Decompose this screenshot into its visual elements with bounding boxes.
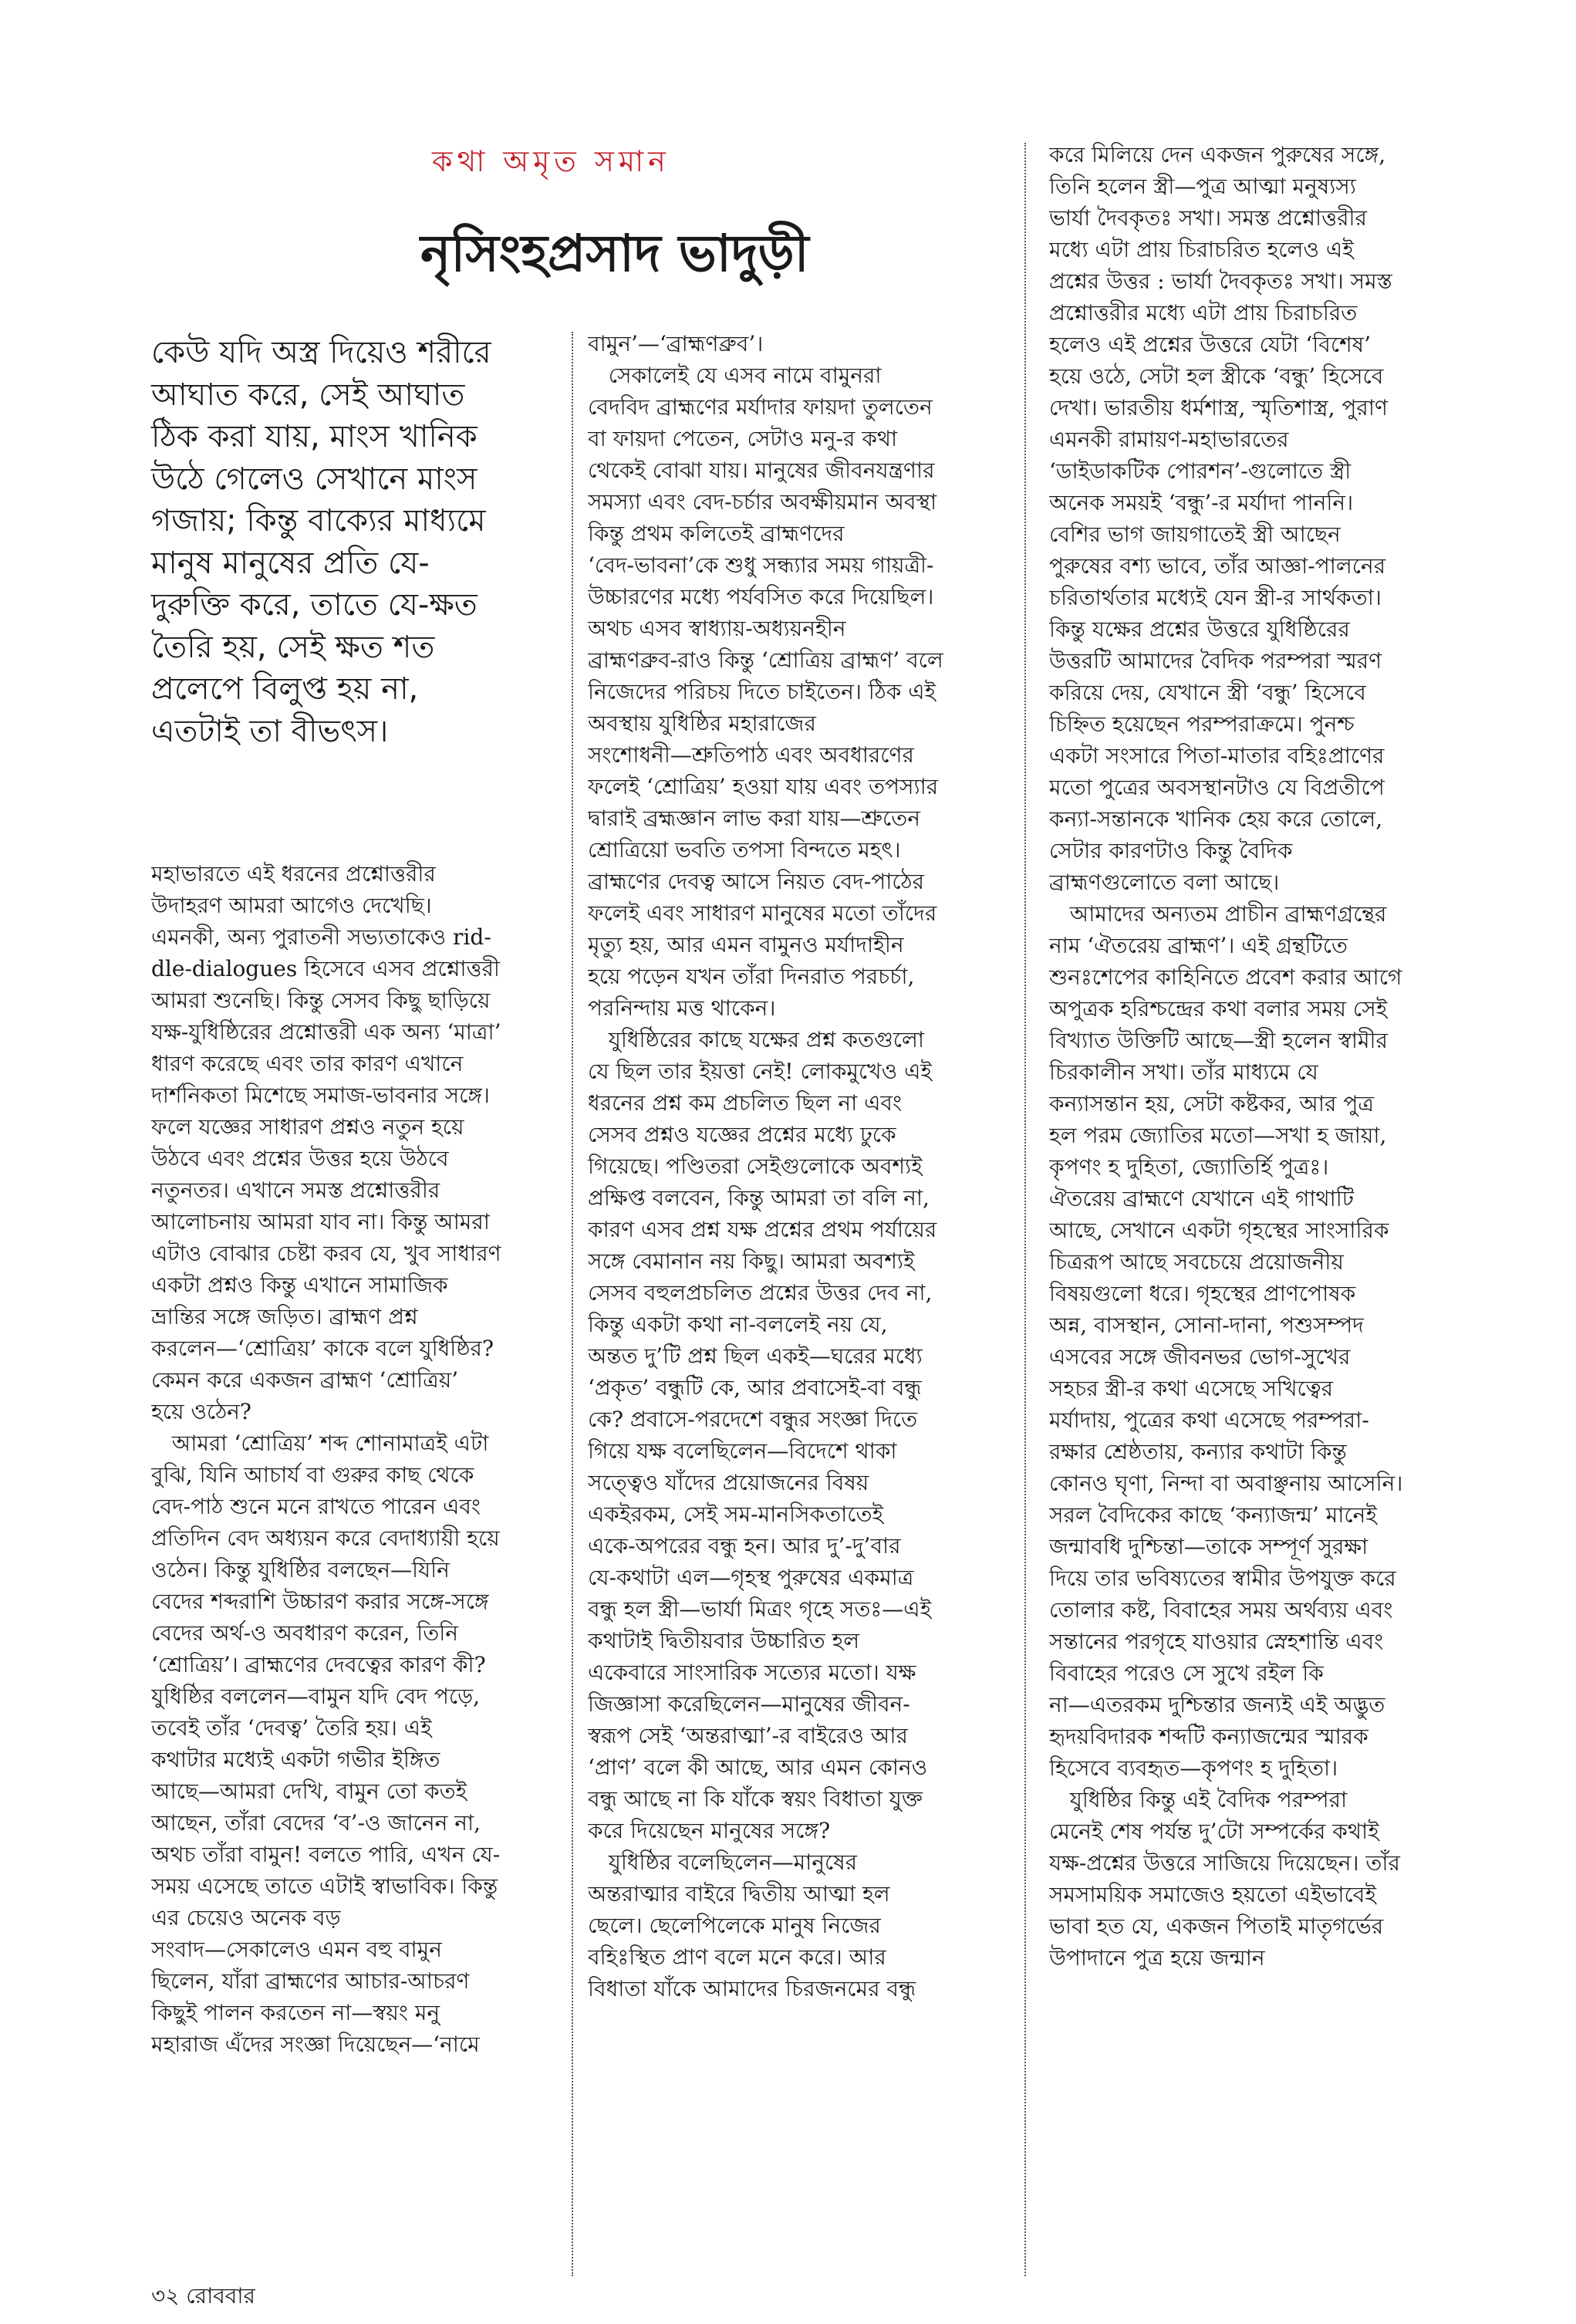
text-line: আছেন, তাঁরা বেদের ‘ব’-ও জানেন না, <box>151 1810 481 1836</box>
text-line: ওঠেন। কিন্তু যুধিষ্ঠির বলছেন—যিনি <box>151 1557 450 1583</box>
text-line: ভাবা হত যে, একজন পিতাই মাতৃগর্ভের <box>1049 1914 1384 1939</box>
text-line: তোলার কষ্ট, বিবাহের সময় অর্থব্যয় এবং <box>1049 1597 1393 1623</box>
page-folio: ৩২ রোববার <box>151 2283 255 2309</box>
text-line: সংশোধনী—শ্রুতিপাঠ এবং অবধারণের <box>588 742 914 768</box>
text-line: প্রক্ষিপ্ত বলবেন, কিন্তু আমরা তা বলি না, <box>588 1185 930 1211</box>
text-line: অথচ এসব স্বাধ্যায়-অধ্যয়নহীন <box>588 616 846 641</box>
text-line: এসবের সঙ্গে জীবনভর ভোগ-সুখের <box>1049 1344 1351 1370</box>
text-line: যক্ষ-প্রশ্নের উত্তরে সাজিয়ে দিয়েছেন। তাঁর <box>1049 1850 1400 1876</box>
text-line: শুনঃশেপের কাহিনিতে প্রবেশ করার আগে <box>1049 964 1402 990</box>
text-line: প্রশ্নের উত্তর : ভার্যা দৈবকৃতঃ সখা। সমস্ত <box>1049 269 1392 294</box>
text-line: দিয়ে তার ভবিষ্যতের স্বামীর উপযুক্ত করে <box>1049 1566 1396 1591</box>
text-line: সন্তানের পরগৃহে যাওয়ার স্নেহশান্তি এবং <box>1049 1629 1384 1654</box>
text-line: এমনকী রামায়ণ-মহাভারতের <box>1049 427 1289 452</box>
text-line: করে মিলিয়ে দেন একজন পুরুষের সঙ্গে, <box>1049 142 1386 167</box>
text-line: দেখা। ভারতীয় ধর্মশাস্ত্র, স্মৃতিশাস্ত্র, পুরাণ <box>1049 395 1388 421</box>
text-line: মহারাজ এঁদের সংজ্ঞা দিয়েছেন—‘নামে <box>151 2032 480 2057</box>
text-line: অনেক সময়ই ‘বন্ধু’-র মর্যাদা পাননি। <box>1049 490 1354 515</box>
text-line: ব্রাহ্মণব্রুব-রাও কিন্তু ‘শ্রোত্রিয় ব্রাহ্মণ’ বলে <box>588 647 943 673</box>
text-line: ‘প্রকৃত’ বন্ধুটি কে, আর প্রবাসেই-বা বন্ধু <box>588 1375 922 1400</box>
text-line: dle-dialogues হিসেবে এসব প্রশ্নোত্তরী <box>151 956 500 981</box>
text-line: হল পরম জ্যোতির মতো—সখা হ জায়া, <box>1049 1123 1387 1148</box>
text-line: গিয়েছে। পণ্ডিতরা সেইগুলোকে অবশ্যই <box>588 1154 923 1179</box>
pull-quote-line: এতটাই তা বীভৎস। <box>151 713 389 749</box>
text-line: অন্ন, বাসস্থান, সোনা-দানা, পশুসম্পদ <box>1049 1312 1364 1338</box>
text-line: মেনেই শেষ পর্যন্ত দু’টো সম্পর্কের কথাই <box>1049 1819 1379 1844</box>
text-line: বিখ্যাত উক্তিটি আছে—স্ত্রী হলেন স্বামীর <box>1049 1028 1388 1053</box>
pull-quote-line: আঘাত করে, সেই আঘাত <box>151 377 465 413</box>
text-line: চিরকালীন সখা। তাঁর মাধ্যমে যে <box>1049 1059 1318 1085</box>
text-line: যে-কথাটা এল—গৃহস্থ পুরুষের একমাত্র <box>588 1565 914 1590</box>
text-line: সহচর স্ত্রী-র কথা এসেছে সখিত্বের <box>1049 1376 1334 1401</box>
text-line: করলেন—‘শ্রোত্রিয়’ কাকে বলে যুধিষ্ঠির? <box>151 1336 494 1361</box>
text-line: উত্তরটি আমাদের বৈদিক পরম্পরা স্মরণ <box>1049 648 1382 674</box>
text-line: হয়ে ওঠেন? <box>151 1399 251 1424</box>
text-line: বিবাহের পরেও সে সুখে রইল কি <box>1049 1660 1324 1686</box>
pull-quote <box>151 332 583 752</box>
text-line: সঙ্গে বেমানান নয় কিছু। আমরা অবশ্যই <box>588 1248 915 1274</box>
text-line: উদাহরণ আমরা আগেও দেখেছি। <box>151 893 432 918</box>
text-line: ‘বেদ-ভাবনা’কে শুধু সন্ধ্যার সময় গায়ত্রী- <box>588 552 934 578</box>
text-line: বুঝি, যিনি আচার্য বা গুরুর কাছ থেকে <box>151 1462 474 1488</box>
text-line: ব্রাহ্মণগুলোতে বলা আছে। <box>1049 870 1280 895</box>
text-line: ঐতরেয় ব্রাহ্মণে যেখানে এই গাথাটি <box>1049 1186 1355 1211</box>
text-line: হয়ে ওঠে, সেটা হল স্ত্রীকে ‘বন্ধু’ হিসেবে <box>1049 363 1384 389</box>
pull-quote-line: গজায়; কিন্তু বাক্যের মাধ্যমে <box>151 503 486 539</box>
text-line: যুধিষ্ঠিরের কাছে যক্ষের প্রশ্ন কতগুলো <box>588 1027 925 1052</box>
text-line: ছিলেন, যাঁরা ব্রাহ্মণের আচার-আচরণ <box>151 1968 470 1994</box>
text-line: এটাও বোঝার চেষ্টা করব যে, খুব সাধারণ <box>151 1241 501 1266</box>
text-line: বামুন’—‘ব্রাহ্মণব্রুব’। <box>588 331 764 356</box>
text-line: জন্মাবধি দুশ্চিন্তা—তাকে সম্পূর্ণ সুরক্ষা <box>1049 1534 1368 1559</box>
text-line: এর চেয়েও অনেক বড় <box>151 1905 341 1930</box>
text-line: বেদ-পাঠ শুনে মনে রাখতে পারেন এবং <box>151 1494 481 1519</box>
text-line: একটা সংসারে পিতা-মাতার বহিঃপ্রাণের <box>1049 743 1385 768</box>
text-line: অথচ তাঁরা বামুন! বলতে পারি, এখন যে- <box>151 1842 501 1867</box>
text-line: সেটার কারণটাও কিন্তু বৈদিক <box>1049 838 1293 863</box>
text-line: না—এতরকম দুশ্চিন্তার জন্যই এই অদ্ভুত <box>1049 1692 1385 1718</box>
text-line: একইরকম, সেই সম-মানসিকতাতেই <box>588 1501 884 1527</box>
text-line: হিসেবে ব্যবহৃত—কৃপণং হ দুহিতা। <box>1049 1755 1338 1781</box>
text-line: ধারণ করেছে এবং তার কারণ এখানে <box>151 1051 464 1076</box>
text-line: কেমন করে একজন ব্রাহ্মণ ‘শ্রোত্রিয়’ <box>151 1367 459 1393</box>
text-line: তবেই তাঁর ‘দেবত্ব’ তৈরি হয়। এই <box>151 1715 432 1741</box>
text-line: ছেলে। ছেলেপিলেকে মানুষ নিজের <box>588 1913 881 1938</box>
text-line: ভ্রান্তির সঙ্গে জড়িত। ব্রাহ্মণ প্রশ্ন <box>151 1304 418 1329</box>
text-line: কৃপণং হ দুহিতা, জ্যোতির্হি পুত্রঃ। <box>1049 1154 1329 1180</box>
text-line: সত্ত্বেও যাঁদের প্রয়োজনের বিষয় <box>588 1470 869 1495</box>
text-line: এমনকী, অন্য পুরাতনী সভ্যতাকেও rid- <box>151 924 491 950</box>
text-line: একটা প্রশ্নও কিন্তু এখানে সামাজিক <box>151 1272 448 1298</box>
text-line: যুধিষ্ঠির বললেন—বামুন যদি বেদ পড়ে, <box>151 1684 480 1709</box>
series-title: কথা অমৃত সমান <box>432 144 670 178</box>
text-line: যক্ষ-যুধিষ্ঠিরের প্রশ্নোত্তরী এক অন্য ‘মাত্রা’ <box>151 1019 501 1045</box>
text-line: একেবারে সাংসারিক সত্যের মতো। যক্ষ <box>588 1660 916 1685</box>
text-line: শ্রোত্রিয়ো ভবতি তপসা বিন্দতে মহৎ। <box>588 837 901 863</box>
text-line: গিয়ে যক্ষ বলেছিলেন—বিদেশে থাকা <box>588 1438 897 1464</box>
text-line: আমরা ‘শ্রোত্রিয়’ শব্দ শোনামাত্রই এটা <box>151 1431 489 1456</box>
pull-quote-line: কেউ যদি অস্ত্র দিয়েও শরীরে <box>151 335 491 370</box>
text-line: উপাদানে পুত্র হয়ে জন্মান <box>1049 1945 1265 1971</box>
text-line: যে ছিল তার ইয়ত্তা নেই! লোকমুখেও এই <box>588 1059 932 1084</box>
text-line: আলোচনায় আমরা যাব না। কিন্তু আমরা <box>151 1209 490 1235</box>
text-line: পুরুষের বশ্য ভাবে, তাঁর আজ্ঞা-পালনের <box>1049 553 1386 579</box>
text-line: পরনিন্দায় মত্ত থাকেন। <box>588 995 776 1021</box>
text-line: থেকেই বোঝা যায়। মানুষের জীবনযন্ত্রণার <box>588 458 935 483</box>
column-divider-1 <box>572 332 573 2276</box>
text-line: সমস্যা এবং বেদ-চর্চার অবক্ষীয়মান অবস্থা <box>588 489 937 515</box>
text-line: হলেও এই প্রশ্নের উত্তরে যেটা ‘বিশেষ’ <box>1049 332 1371 357</box>
text-line: সংবাদ—সেকালেও এমন বহু বামুন <box>151 1937 442 1962</box>
text-line: অপুত্রক হরিশ্চন্দ্রের কথা বলার সময় সেই <box>1049 996 1388 1022</box>
text-column-2 <box>588 328 1008 2005</box>
text-line: নিজেদের পরিচয় দিতে চাইতেন। ঠিক এই <box>588 679 936 704</box>
text-line: আছে, সেখানে একটা গৃহস্থের সাংসারিক <box>1049 1218 1389 1243</box>
text-line: কন্যাসন্তান হয়, সেটা কষ্টকর, আর পুত্র <box>1049 1091 1374 1116</box>
text-line: অন্তত দু’টি প্রশ্ন ছিল একই—ঘরের মধ্যে <box>588 1343 923 1369</box>
text-line: ভার্যা দৈবকৃতঃ সখা। সমস্ত প্রশ্নোত্তরীর <box>1049 205 1367 231</box>
text-line: প্রশ্নোত্তরীর মধ্যে এটা প্রায় চিরাচরিত <box>1049 300 1358 326</box>
pull-quote-line: তৈরি হয়, সেই ক্ষত শত <box>151 629 435 665</box>
text-line: কথাটার মধ্যেই একটা গভীর ইঙ্গিত <box>151 1747 440 1772</box>
text-line: কিন্তু যক্ষের প্রশ্নের উত্তরে যুধিষ্ঠিরের <box>1049 616 1350 642</box>
text-line: অবস্থায় যুধিষ্ঠির মহারাজের <box>588 711 816 736</box>
text-line: দ্বারাই ব্রহ্মজ্ঞান লাভ করা যায়—শ্রুতেন <box>588 806 920 831</box>
text-line: হৃদয়বিদারক শব্দটি কন্যাজন্মের স্মারক <box>1049 1724 1368 1749</box>
text-line: চিহ্নিত হয়েছেন পরম্পরাক্রমে। পুনশ্চ <box>1049 711 1355 737</box>
text-line: ফলে যজ্ঞের সাধারণ প্রশ্নও নতুন হয়ে <box>151 1114 464 1140</box>
text-line: উঠবে এবং প্রশ্নের উত্তর হয়ে উঠবে <box>151 1146 449 1171</box>
text-line: আছে—আমরা দেখি, বামুন তো কতই <box>151 1778 467 1804</box>
text-line: তিনি হলেন স্ত্রী—পুত্র আত্মা মনুষ্যস্য <box>1049 174 1356 199</box>
text-line: ফলেই এবং সাধারণ মানুষের মতো তাঁদের <box>588 900 937 926</box>
text-line: নতুনতর। এখানে সমস্ত প্রশ্নোত্তরীর <box>151 1177 440 1203</box>
text-line: চরিতার্থতার মধ্যেই যেন স্ত্রী-র সার্থকতা। <box>1049 585 1382 610</box>
text-line: ‘প্রাণ’ বলে কী আছে, আর এমন কোনও <box>588 1755 928 1780</box>
text-line: জিজ্ঞাসা করেছিলেন—মানুষের জীবন- <box>588 1691 910 1717</box>
text-line: মহাভারতে এই ধরনের প্রশ্নোত্তরীর <box>151 861 436 887</box>
text-line: কে? প্রবাসে-পরদেশে বন্ধুর সংজ্ঞা দিতে <box>588 1407 918 1432</box>
text-line: স্বরূপ সেই ‘অন্তরাত্মা’-র বাইরেও আর <box>588 1723 908 1748</box>
text-line: করে দিয়েছেন মানুষের সঙ্গে? <box>588 1818 831 1843</box>
column-divider-2 <box>1024 143 1026 2276</box>
text-line: কন্যা-সন্তানকে খানিক হেয় করে তোলে, <box>1049 806 1383 832</box>
text-line: সেকালেই যে এসব নামে বামুনরা <box>588 363 882 388</box>
text-line: কারণ এসব প্রশ্ন যক্ষ প্রশ্নের প্রথম পর্যায়ের <box>588 1217 937 1242</box>
text-line: মৃত্যু হয়, আর এমন বামুনও মর্যাদাহীন <box>588 932 904 958</box>
text-line: নাম ‘ঐতরেয় ব্রাহ্মণ’। এই গ্রন্থটিতে <box>1049 933 1348 958</box>
text-line: বন্ধু আছে না কি যাঁকে স্বয়ং বিধাতা যুক্ত <box>588 1786 923 1812</box>
text-line: সমসাময়িক সমাজেও হয়তো এইভাবেই <box>1049 1882 1376 1907</box>
text-line: হয়ে পড়েন যখন তাঁরা দিনরাত পরচর্চা, <box>588 964 915 989</box>
text-line: সেসব বহুলপ্রচলিত প্রশ্নের উত্তর দেব না, <box>588 1280 933 1306</box>
pull-quote-line: ঠিক করা যায়, মাংস খানিক <box>151 419 478 454</box>
text-line: চিত্ররূপ আছে সবচেয়ে প্রয়োজনীয় <box>1049 1249 1344 1275</box>
author-name: নৃসিংহপ্রসাদ ভাদুড়ী <box>420 223 809 283</box>
text-line: দার্শনিকতা মিশেছে সমাজ-ভাবনার সঙ্গে। <box>151 1083 490 1108</box>
text-line: কোনও ঘৃণা, নিন্দা বা অবাঞ্ছনায় আসেনি। <box>1049 1471 1403 1496</box>
text-line: একে-অপরের বন্ধু হন। আর দু’-দু’বার <box>588 1533 901 1559</box>
text-line: ‘শ্রোত্রিয়’। ব্রাহ্মণের দেবত্বের কারণ কী? <box>151 1652 486 1677</box>
text-line: রক্ষার শ্রেষ্ঠতায়, কন্যার কথাটা কিন্তু <box>1049 1439 1347 1464</box>
text-line: আমাদের অন্যতম প্রাচীন ব্রাহ্মণগ্রন্থের <box>1049 901 1387 927</box>
text-line: ‘ডাইডাকটিক পোরশন’-গুলোতে স্ত্রী <box>1049 458 1352 484</box>
text-line: কথাটাই দ্বিতীয়বার উচ্চারিত হল <box>588 1628 860 1653</box>
text-column-1 <box>151 858 559 2060</box>
text-line: অন্তরাত্মার বাইরে দ্বিতীয় আত্মা হল <box>588 1881 890 1907</box>
text-line: করিয়ে দেয়, যেখানে স্ত্রী ‘বন্ধু’ হিসেবে <box>1049 680 1366 705</box>
text-line: বেদবিদ ব্রাহ্মণের মর্যাদার ফায়দা তুলতেন <box>588 394 933 420</box>
text-line: বিষয়গুলো ধরে। গৃহস্থের প্রাণপোষক <box>1049 1281 1356 1306</box>
text-line: কিন্তু প্রথম কলিতেই ব্রাহ্মণদের <box>588 521 845 546</box>
text-line: সরল বৈদিকের কাছে ‘কন্যাজন্ম’ মানেই <box>1049 1502 1377 1528</box>
pull-quote-line: দুরুক্তি করে, তাতে যে-ক্ষত <box>151 587 478 623</box>
text-line: কিন্তু একটা কথা না-বললেই নয় যে, <box>588 1312 888 1337</box>
text-line: বেদের শব্দরাশি উচ্চারণ করার সঙ্গে-সঙ্গে <box>151 1589 489 1614</box>
text-line: প্রতিদিন বেদ অধ্যয়ন করে বেদাধ্যায়ী হয়ে <box>151 1525 500 1551</box>
text-line: ব্রাহ্মণের দেবত্ব আসে নিয়ত বেদ-পাঠের <box>588 869 925 894</box>
text-line: বিধাতা যাঁকে আমাদের চিরজনমের বন্ধু <box>588 1976 916 2001</box>
text-line: মর্যাদায়, পুত্রের কথা এসেছে পরম্পরা- <box>1049 1407 1369 1433</box>
text-line: ফলেই ‘শ্রোত্রিয়’ হওয়া যায় এবং তপস্যার <box>588 774 939 799</box>
text-line: বন্ধু হল স্ত্রী—ভার্যা মিত্রং গৃহে সতঃ—এই <box>588 1596 932 1622</box>
text-line: বহিঃস্থিত প্রাণ বলে মনে করে। আর <box>588 1944 886 1970</box>
text-column-3 <box>1049 139 1481 1974</box>
text-line: যুধিষ্ঠির বলেছিলেন—মানুষের <box>588 1849 858 1875</box>
text-line: উচ্চারণের মধ্যে পর্যবসিত করে দিয়েছিল। <box>588 584 934 610</box>
pull-quote-line: প্রলেপে বিলুপ্ত হয় না, <box>151 671 419 707</box>
text-line: বা ফায়দা পেতেন, সেটাও মনু-র কথা <box>588 426 898 451</box>
text-line: যুধিষ্ঠির কিন্তু এই বৈদিক পরম্পরা <box>1049 1787 1348 1812</box>
text-line: বেদের অর্থ-ও অবধারণ করেন, তিনি <box>151 1620 458 1646</box>
text-line: বেশির ভাগ জায়গাতেই স্ত্রী আছেন <box>1049 522 1341 547</box>
text-line: মধ্যে এটা প্রায় চিরাচরিত হলেও এই <box>1049 237 1354 262</box>
pull-quote-line: মানুষ মানুষের প্রতি যে- <box>151 545 430 581</box>
text-line: কিছুই পালন করতেন না—স্বয়ং মনু <box>151 2000 440 2025</box>
pull-quote-line: উঠে গেলেও সেখানে মাংস <box>151 461 478 497</box>
text-line: আমরা শুনেছি। কিন্তু সেসব কিছু ছাড়িয়ে <box>151 988 491 1013</box>
text-line: সেসব প্রশ্নও যজ্ঞের প্রশ্নের মধ্যে ঢুকে <box>588 1122 896 1147</box>
text-line: মতো পুত্রের অবসস্থানটাও যে বিপ্রতীপে <box>1049 775 1385 800</box>
text-line: সময় এসেছে তাতে এটাই স্বাভাবিক। কিন্তু <box>151 1873 498 1899</box>
text-line: ধরনের প্রশ্ন কম প্রচলিত ছিল না এবং <box>588 1090 903 1116</box>
